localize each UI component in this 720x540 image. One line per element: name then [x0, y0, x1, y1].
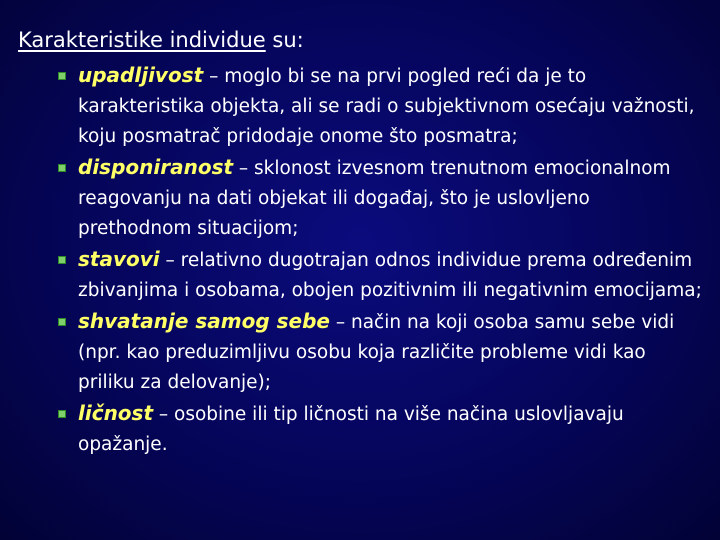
- item-text: – moglo bi se na prvi pogled reći da je to karakteristika objekta, ali se radi o subjektivnom osećaju važnosti, koju posmatrač pridodaje onome što posmatra;: [78, 66, 695, 147]
- item-term: ličnost: [78, 401, 154, 425]
- item-term: shvatanje samog sebe: [78, 309, 330, 333]
- item-text: – način na koji osoba samu sebe vidi (npr. kao preduzimljivu osobu koja različite probleme vidi kao priliku za delovanje);: [78, 312, 675, 393]
- item-text: – osobine ili tip ličnosti na više načina uslovljavaju opažanje.: [78, 404, 624, 455]
- list-item: [58, 60, 708, 152]
- list-item: [58, 306, 708, 398]
- slide-title: [18, 25, 304, 55]
- square-bullet-icon: [58, 72, 66, 80]
- square-bullet-icon: [58, 164, 66, 172]
- slide-title-main: Karakteristike individue: [18, 28, 266, 52]
- square-bullet-icon: [58, 410, 66, 418]
- list-item: [58, 398, 708, 460]
- item-text: – relativno dugotrajan odnos individue prema određenim zbivanjima i osobama, obojen pozitivnim ili negativnim emocijama;: [78, 250, 702, 301]
- item-text: – sklonost izvesnom trenutnom emocionalnom reagovanju na dati objekat ili događaj, što je uslovljeno prethodnom situacijom;: [78, 158, 671, 239]
- item-term: stavovi: [78, 247, 160, 271]
- square-bullet-icon: [58, 256, 66, 264]
- item-term: upadljivost: [78, 63, 204, 87]
- list-item: [58, 244, 708, 306]
- square-bullet-icon: [58, 318, 66, 326]
- bullet-list: [58, 60, 708, 460]
- slide-title-suffix: su:: [265, 28, 304, 52]
- list-item: [58, 152, 708, 244]
- item-term: disponiranost: [78, 155, 234, 179]
